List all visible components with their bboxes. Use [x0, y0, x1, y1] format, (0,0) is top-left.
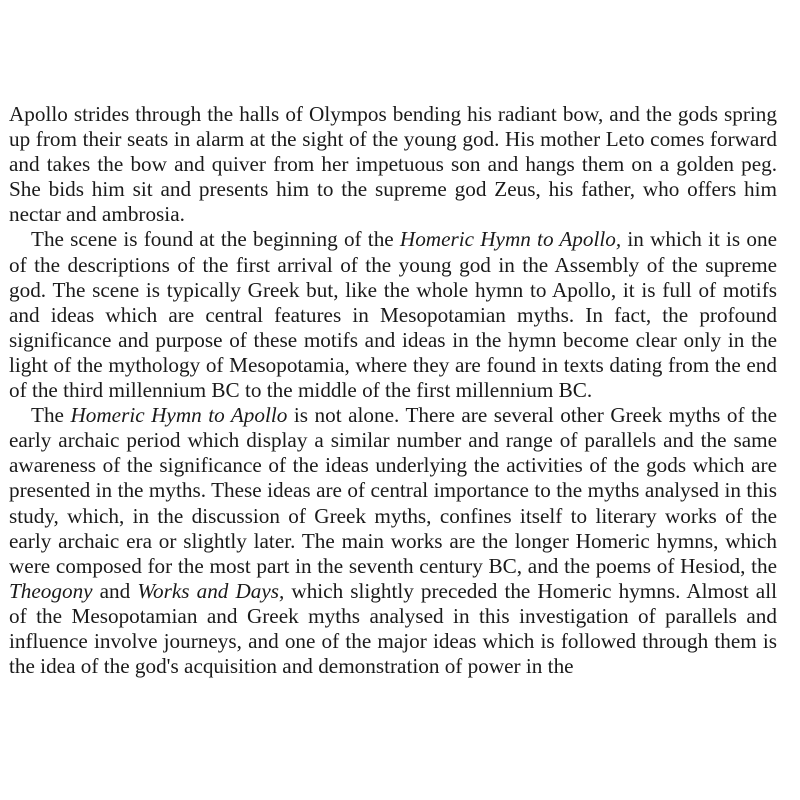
paragraph-2-text: in which it is one of the descriptions of the first arrival of the young god in the Assembly of the supreme god. The scene is typically Greek but, like the whole hymn to Apollo, it is full of motifs and ideas which are central features in Mesopotamian myths. In fact, the profound significance and purpose of these motifs and ideas in the hymn become clear only in the light of the mythology of Mesopotamia, where they are found in texts dating from the end of the third millennium BC to the middle of the first millennium BC.	[9, 227, 777, 403]
paragraph-3	[9, 403, 777, 679]
paragraph-3-italic-title: Theogony	[9, 578, 93, 603]
paragraph-2-italic-title: Homeric Hymn to Apollo,	[399, 227, 622, 252]
paragraph-2	[9, 227, 777, 403]
paragraph-3-text: The	[31, 403, 71, 428]
paragraph-3-italic-title: Homeric Hymn to Apollo	[70, 403, 288, 428]
paragraph-1	[9, 102, 777, 227]
paragraph-3-text: is not alone. There are several other Greek myths of the early archaic period which display a similar number and range of parallels and the same awareness of the significance of the ideas underlying the activities of the gods which are presented in the myths. These ideas are of central importance to the myths analysed in this study, which, in the discussion of Greek myths, confines itself to literary works of the early archaic era or slightly later. The main works are the longer Homeric hymns, which were composed for the most part in the seventh century BC, and the poems of Hesiod, the	[9, 403, 777, 578]
document-page	[9, 102, 777, 679]
paragraph-1-text: Apollo strides through the halls of Olympos bending his radiant bow, and the gods spring up from their seats in alarm at the sight of the young god. His mother Leto comes forward and takes the bow and quiver from her impetuous son and hangs them on a golden peg. She bids him sit and presents him to the supreme god Zeus, his father, who offers him nectar and ambrosia.	[9, 102, 777, 227]
paragraph-3-italic-title: Works and Days,	[137, 578, 285, 603]
paragraph-2-text: The scene is found at the beginning of the	[31, 227, 400, 252]
paragraph-3-text: and	[92, 578, 138, 603]
paragraph-3-text: which slightly preceded the Homeric hymns. Almost all of the Mesopotamian and Greek myths analysed in this investigation of parallels and influence involve journeys, and one of the major ideas which is followed through them is the idea of the god's acquisition and demonstration of power in the	[9, 578, 777, 679]
